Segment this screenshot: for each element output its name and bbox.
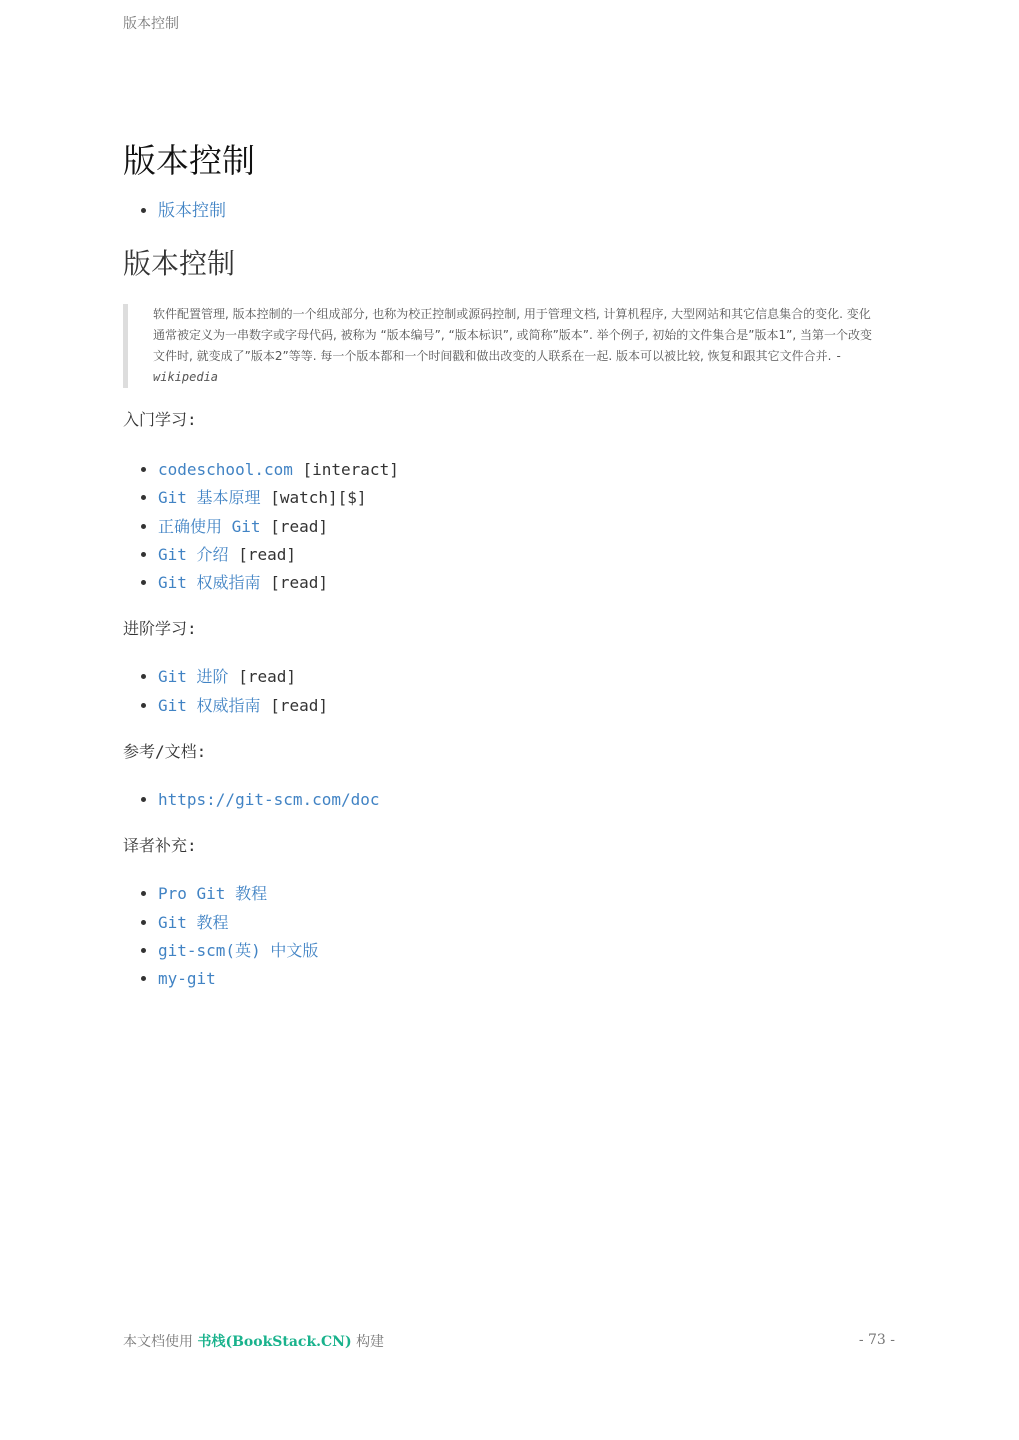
resource-tag: [read] [270, 695, 328, 715]
group-heading-label: 译者补充: [123, 836, 197, 856]
resource-link[interactable]: Git 进阶 [158, 667, 229, 687]
group-heading-advanced [123, 617, 873, 641]
resource-link[interactable]: https://git-scm.com/doc [158, 790, 380, 810]
resource-link[interactable]: codeschool.com [158, 460, 293, 479]
resource-link[interactable]: Git 介绍 [158, 544, 229, 564]
group-heading-translator [123, 834, 873, 858]
wikipedia-quote [123, 304, 873, 388]
list-item [158, 569, 873, 597]
list-item [158, 456, 873, 484]
page-title: 版本控制 [123, 141, 255, 180]
list-item [158, 513, 873, 541]
footer-suffix: 构建 [356, 1334, 385, 1350]
footer-credit [123, 1331, 384, 1351]
quote-text: 软件配置管理, 版本控制的一个组成部分, 也称为校正控制或源码控制, 用于管理文档, 计算机程序, 大型网站和其它信息集合的变化. 变化通常被定义为一串数字或字母代码, 被称为 “版本编号”, “版本标识”, 或简称”版本”. 举个例子, 初始的文件集合是”版本1”, 当第一个改变文件时, 就变成了”版本2”等等. 每一个版本都和一个时间戳和做出改变的人联系在一起. 版本可以被比较, 恢复和跟其它文件合并. [153, 307, 872, 363]
resource-link[interactable]: Git 权威指南 [158, 695, 261, 715]
list-item [158, 663, 873, 691]
resource-link[interactable]: Git 教程 [158, 912, 229, 932]
table-of-contents [123, 198, 873, 224]
group-heading-label: 入门学习: [123, 410, 197, 429]
group-heading-label: 参考/文档: [123, 742, 207, 762]
resource-tag: [read] [270, 573, 328, 593]
group-heading-label: 进阶学习: [123, 619, 197, 639]
link-list-translator [123, 880, 873, 993]
list-item [158, 692, 873, 720]
resource-link[interactable]: git-scm(英) 中文版 [158, 940, 319, 960]
list-item [158, 937, 873, 965]
resource-tag: [read] [238, 667, 296, 687]
toc-item [158, 198, 873, 224]
resource-link[interactable]: Git 基本原理 [158, 488, 261, 508]
resource-link[interactable]: Pro Git 教程 [158, 884, 268, 904]
page-number: - 73 - [858, 1332, 895, 1348]
section-title: 版本控制 [123, 247, 236, 280]
resource-link[interactable]: Git 权威指南 [158, 573, 261, 593]
resource-link[interactable]: my-git [158, 969, 216, 989]
resource-tag: [read] [270, 516, 328, 536]
resource-tag: [interact] [302, 460, 399, 479]
resource-tag: [watch][$] [270, 488, 367, 508]
footer-brand-link[interactable]: 书栈(BookStack.CN) [197, 1334, 352, 1350]
running-header: 版本控制 [123, 16, 179, 32]
list-item [158, 541, 873, 569]
group-heading-intro [123, 408, 873, 432]
list-item [158, 880, 873, 908]
list-item [158, 484, 873, 512]
toc-link-version-control[interactable]: 版本控制 [158, 201, 226, 221]
footer-prefix: 本文档使用 [123, 1334, 193, 1350]
group-heading-reference [123, 740, 873, 764]
list-item [158, 786, 873, 814]
quote-source: - wikipedia [153, 349, 843, 384]
link-list-reference [123, 786, 873, 814]
link-list-advanced [123, 663, 873, 720]
list-item [158, 909, 873, 937]
page-content [123, 138, 873, 994]
link-list-intro [123, 456, 873, 597]
resource-tag: [read] [238, 544, 296, 564]
resource-link[interactable]: 正确使用 Git [158, 516, 261, 536]
list-item [158, 965, 873, 993]
